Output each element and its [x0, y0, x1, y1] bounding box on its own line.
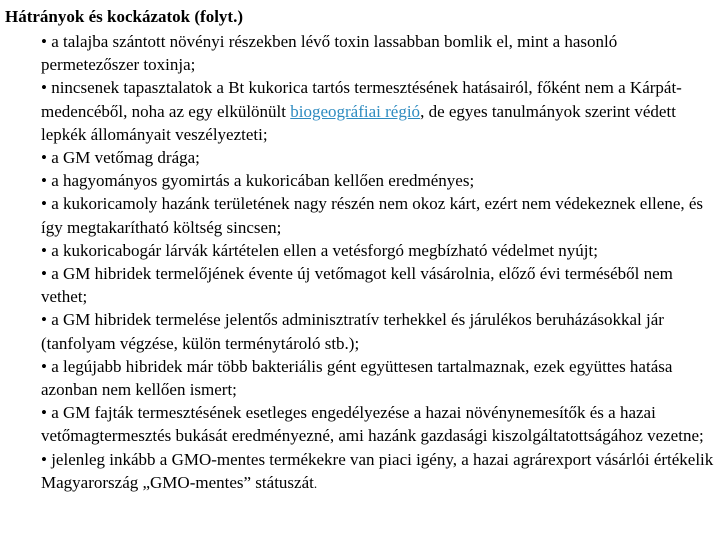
- bullet-text: • nincsenek tapasztalatok a Bt kukorica tartós termesztésének hatásairól, főként nem a Kárpát-medencéből, noha az egy elkülönült: [41, 78, 682, 121]
- bullet-text: • jelenleg inkább a GMO-mentes termékekre van piaci igény, a hazai agrárexport vásárlói értékelik Magyarország „GMO-mentes” státuszát: [41, 449, 714, 492]
- bullet-item: [41, 448, 717, 495]
- bullet-item: • a GM fajták termesztésének esetleges engedélyezése a hazai növénynemesítők és a hazai vetőmagtermesztés bukását eredményezné, ami hazánk gazdasági kiszolgáltatottságához vezetne;: [41, 403, 704, 446]
- bullet-item: • a legújabb hibridek már több bakteriális gént együttesen tartalmaznak, ezek együttes hatása azonban nem kellően ismert;: [41, 356, 673, 400]
- slide-title: Hátrányok és kockázatok (folyt.): [5, 7, 243, 26]
- bullet-item: • a GM hibridek termelőjének évente új vetőmagot kell vásárolnia, előző évi terméséből nem vethet;: [41, 264, 673, 307]
- bullet-item: [41, 76, 717, 146]
- bullet-item: • a kukoricabogár lárvák kártételen ellen a vetésforgó megbízható védelmet nyújt;: [41, 240, 598, 260]
- bullet-end-period: .: [313, 475, 318, 491]
- bullet-item: • a hagyományos gyomirtás a kukoricában kellően eredményes;: [41, 171, 475, 191]
- bullet-text: , de egyes tanulmányok szerint védett lepkék állományait veszélyezteti;: [41, 101, 676, 144]
- bullet-item: • a talajba szántott növényi részekben lévő toxin lassabban bomlik el, mint a hasonló permetezőszer toxinja;: [41, 32, 618, 75]
- bullet-list: [41, 30, 717, 495]
- bullet-item: • a GM vetőmag drága;: [41, 148, 200, 168]
- bullet-item: • a GM hibridek termelése jelentős adminisztratív terhekkel és járulékos beruházásokkal jár (tanfolyam végzése, külön terménytároló stb.);: [41, 310, 664, 353]
- biogeography-link[interactable]: biogeográfiai régió: [290, 101, 421, 121]
- bullet-item: • a kukoricamoly hazánk területének nagy részén nem okoz kárt, ezért nem védekeznek ellene, és így megtakarítható költség sincsen;: [41, 194, 704, 237]
